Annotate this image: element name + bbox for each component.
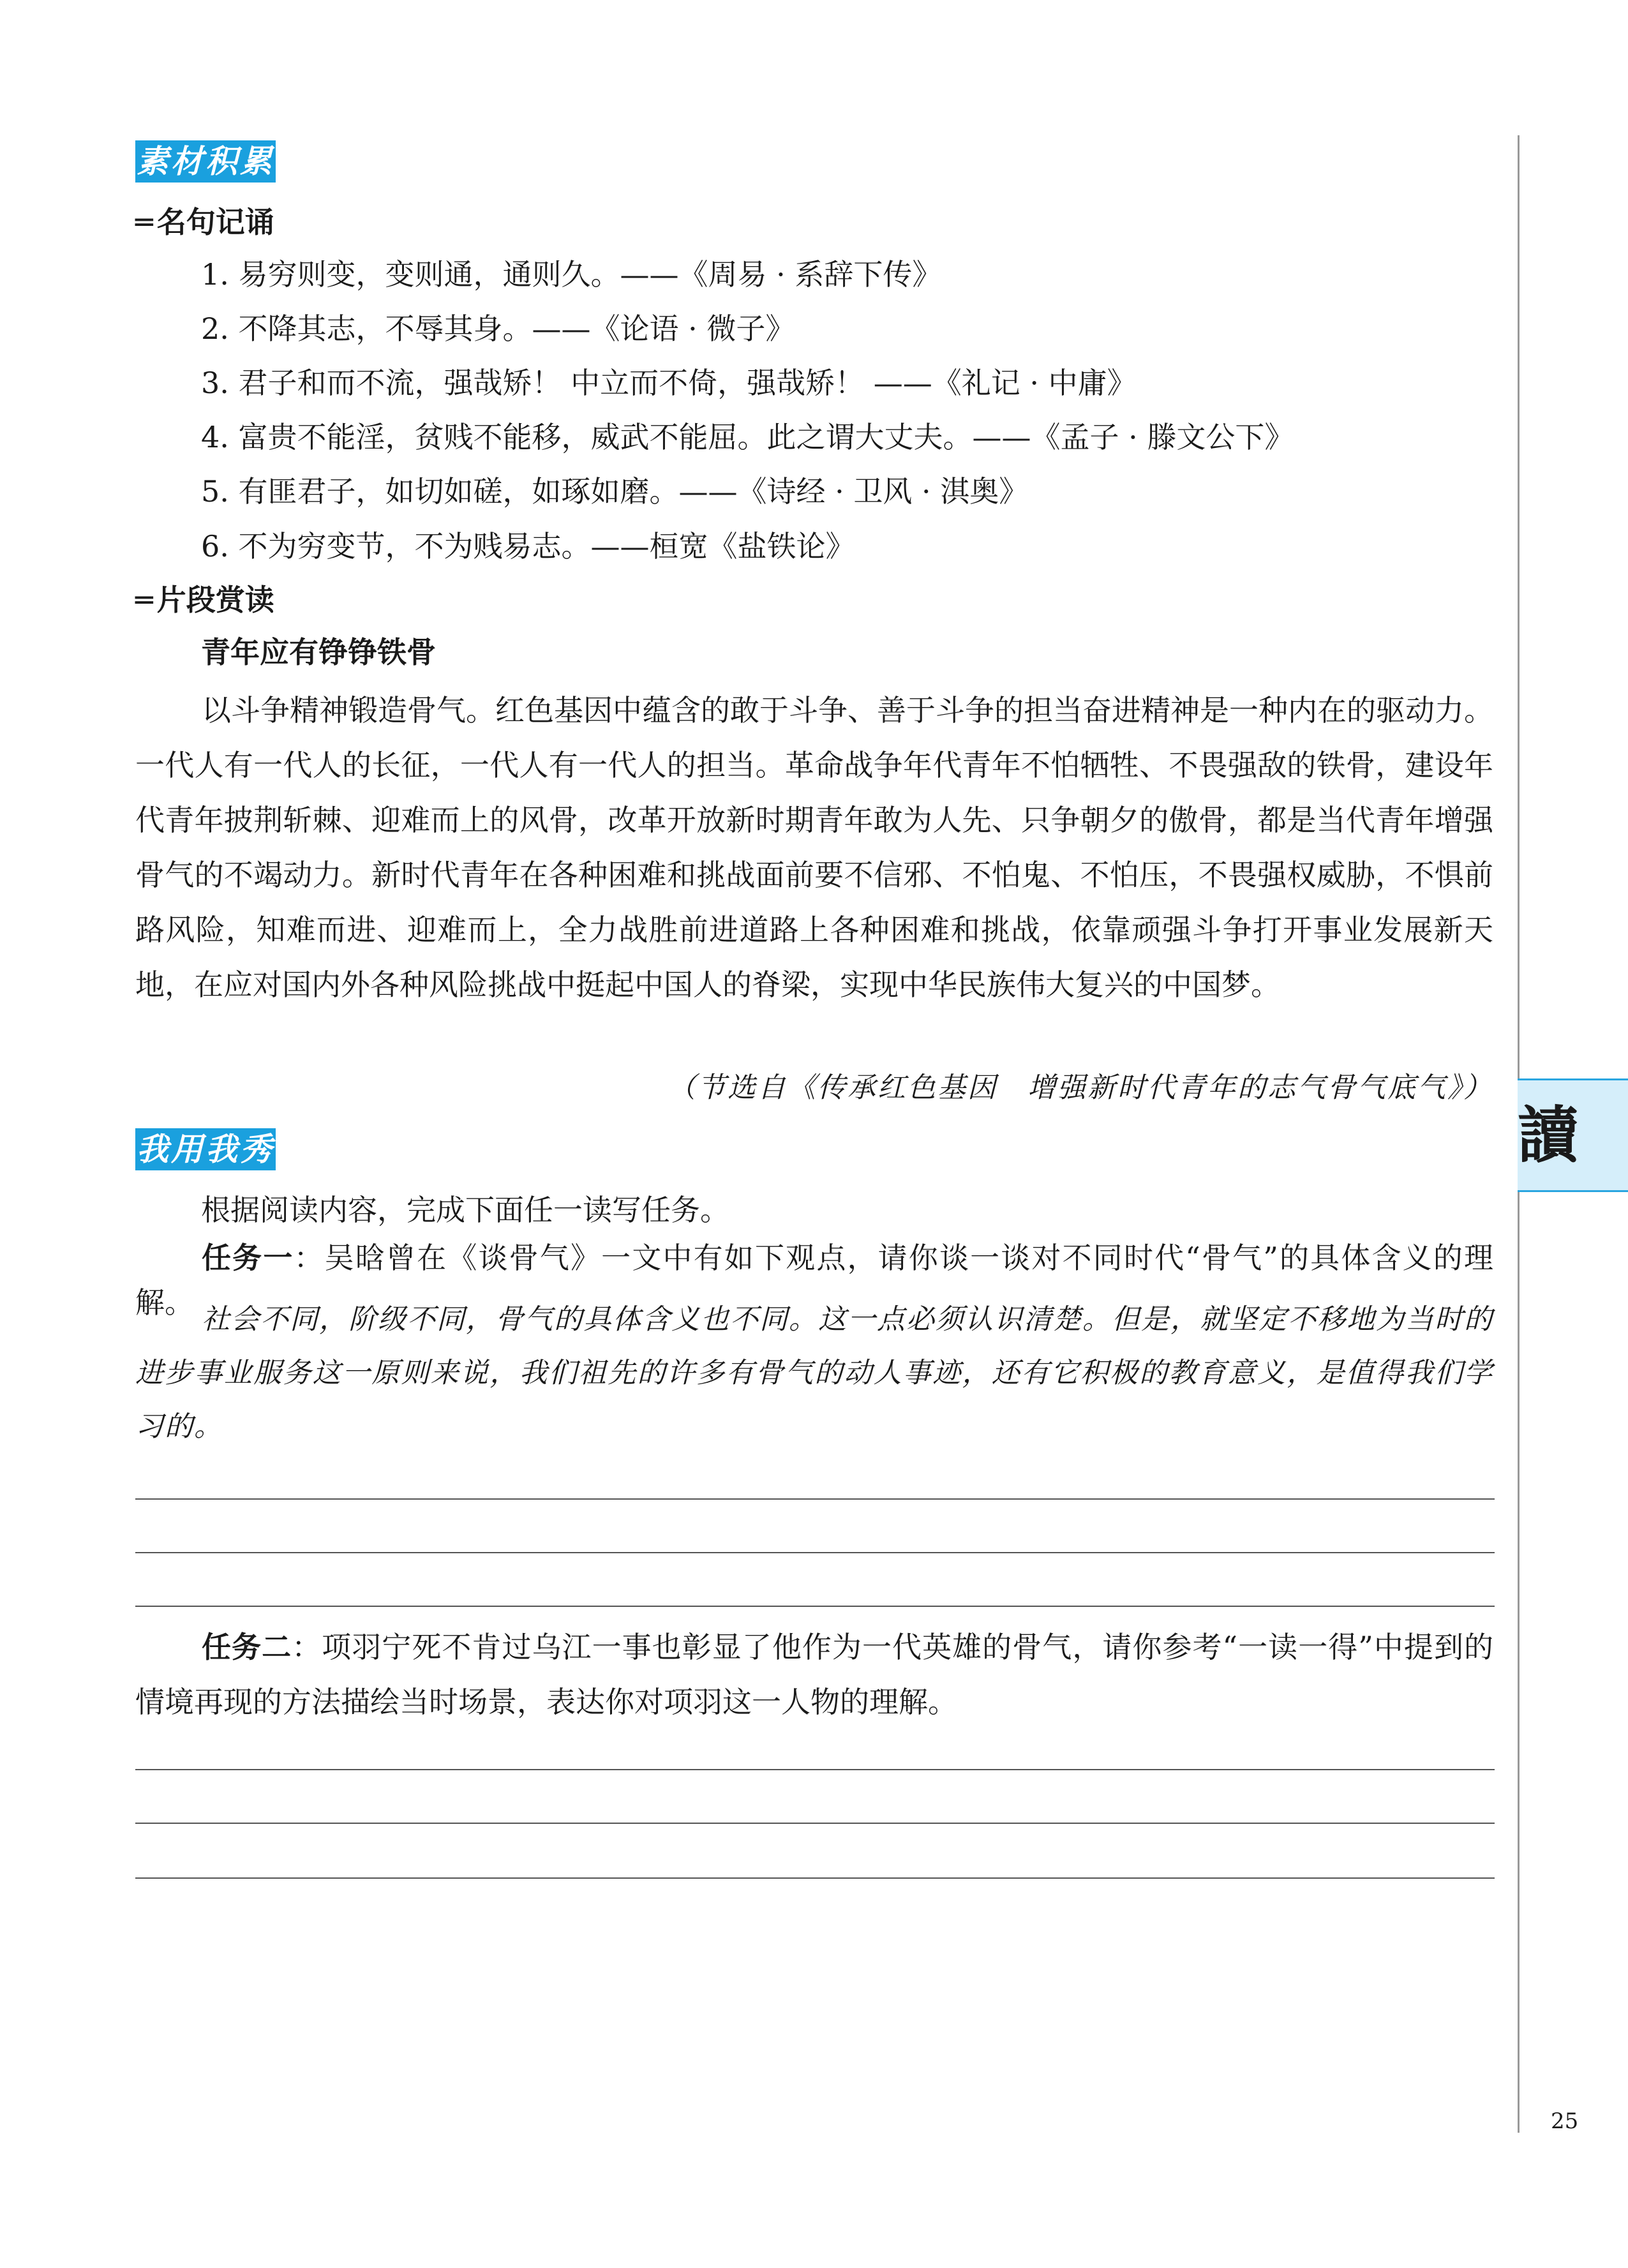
heading-text: 名句记诵	[156, 205, 274, 239]
task2-text: ：项羽宁死不肯过乌江一事也彰显了他作为一代英雄的骨气，请你参考“一读一得”中提到的情境再现的方法描绘当时场景，表达你对项羽这一人物的理解。	[135, 1630, 1493, 1719]
article-source: （节选自《传承红色基因 增强新时代青年的志气骨气底气》）	[668, 1071, 1493, 1104]
quote-item: 1. 易穷则变，变则通，通则久。——《周易 · 系辞下传》	[201, 257, 942, 292]
heading-excerpt-reading	[135, 581, 274, 619]
quote-item: 3. 君子和而不流，强哉矫！ 中立而不倚，强哉矫！ ——《礼记 · 中庸》	[201, 366, 1137, 400]
heading-mark: ═	[135, 583, 153, 617]
heading-mark: ═	[135, 205, 153, 239]
answer-line[interactable]	[135, 1769, 1495, 1770]
answer-line[interactable]	[135, 1823, 1495, 1824]
task1-text: ：吴晗曾在《谈骨气》一文中有如下观点，请你谈一谈对不同时代“骨气”的具体含义的理解。	[135, 1241, 1493, 1320]
answer-line[interactable]	[135, 1606, 1495, 1607]
quote-item: 2. 不降其志，不辱其身。——《论语 · 微子》	[201, 311, 795, 346]
article-body: 以斗争精神锻造骨气。红色基因中蕴含的敢于斗争、善于斗争的担当奋进精神是一种内在的驱动力。一代人有一代人的长征，一代人有一代人的担当。革命战争年代青年不怕牺牲、不畏强敌的铁骨，建设年代青年披荆斩棘、迎难而上的风骨，改革开放新时期青年敢为人先、只争朝夕的傲骨，都是当代青年增强骨气的不竭动力。新时代青年在各种困难和挑战面前要不信邪、不怕鬼、不怕压，不畏强权威胁，不惧前路风险，知难而进、迎难而上，全力战胜前进道路上各种困难和挑战，依靠顽强斗争打开事业发展新天地，在应对国内外各种风险挑战中挺起中国人的脊梁，实现中华民族伟大复兴的中国梦。	[135, 693, 1493, 1002]
answer-line[interactable]	[135, 1498, 1495, 1500]
task2-prompt	[135, 1620, 1493, 1729]
quote-item: 4. 富贵不能淫，贫贱不能移，威武不能屈。此之谓大丈夫。——《孟子 · 滕文公下》	[201, 420, 1294, 454]
answer-line[interactable]	[135, 1877, 1495, 1879]
quote-item: 6. 不为穷变节，不为贱易志。——桓宽《盐铁论》	[201, 529, 855, 563]
task-intro: 根据阅读内容，完成下面任一读写任务。	[201, 1193, 729, 1227]
heading-famous-quotes	[135, 203, 274, 241]
section-tag-materials: 素材积累	[135, 140, 276, 183]
task2-label: 任务二	[202, 1630, 292, 1664]
task1-label: 任务一	[202, 1241, 294, 1275]
answer-line[interactable]	[135, 1552, 1495, 1553]
heading-text: 片段赏读	[156, 583, 274, 617]
page-number: 25	[1551, 2108, 1579, 2134]
section-tag-my-show: 我用我秀	[135, 1128, 276, 1170]
article-title: 青年应有铮铮铁骨	[201, 635, 436, 669]
quote-item: 5. 有匪君子，如切如磋，如琢如磨。——《诗经 · 卫风 · 淇奥》	[201, 474, 1029, 509]
side-tab-char: 讀	[1518, 1099, 1579, 1171]
side-tab-read	[1518, 1078, 1628, 1192]
task1-quote: 社会不同，阶级不同，骨气的具体含义也不同。这一点必须认识清楚。但是，就坚定不移地为当时的进步事业服务这一原则来说，我们祖先的许多有骨气的动人事迹，还有它积极的教育意义，是值得我们学习的。	[135, 1303, 1493, 1443]
